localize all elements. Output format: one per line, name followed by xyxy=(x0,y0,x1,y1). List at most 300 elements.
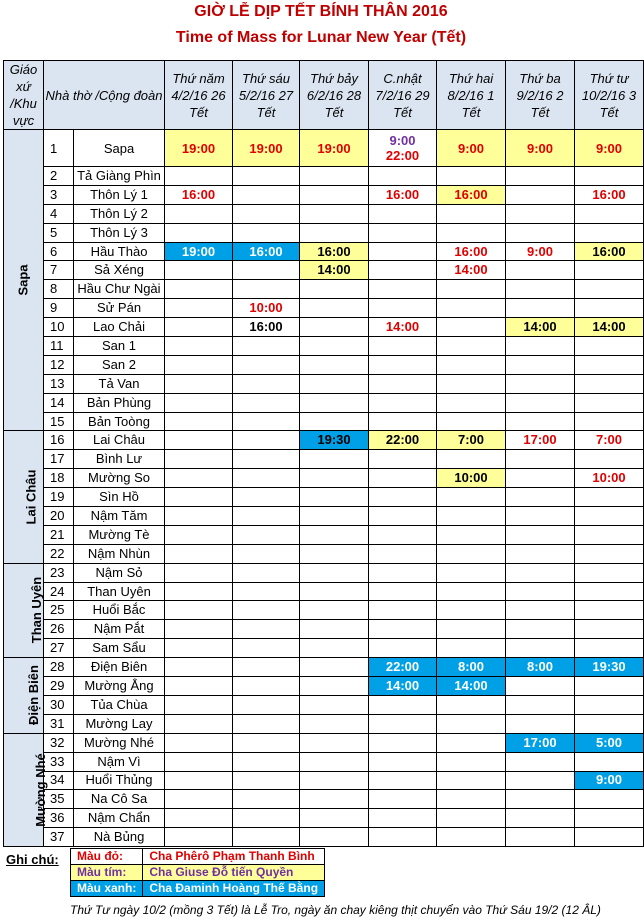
mass-time-cell xyxy=(575,544,644,563)
header-day: Thứ bảy 6/2/16 28 Tết xyxy=(300,61,369,130)
church-name: Mường Ẳng xyxy=(74,677,165,696)
mass-time-cell xyxy=(165,393,233,412)
mass-time-cell xyxy=(165,431,233,450)
row-number: 30 xyxy=(44,695,74,714)
mass-time-cell xyxy=(575,242,644,261)
table-row xyxy=(4,677,644,696)
mass-time-cell xyxy=(233,714,300,733)
mass-time: 8:00 xyxy=(526,659,554,675)
mass-time-cell xyxy=(575,771,644,790)
table-row xyxy=(4,337,644,356)
mass-time-cell xyxy=(437,601,506,620)
mass-time-cell xyxy=(233,393,300,412)
mass-time-cell xyxy=(575,677,644,696)
mass-time-cell xyxy=(233,563,300,582)
mass-time-cell xyxy=(165,507,233,526)
mass-time: 10:00 xyxy=(454,470,488,486)
mass-time-cell xyxy=(575,658,644,677)
mass-time-cell xyxy=(437,488,506,507)
mass-time-cell xyxy=(300,639,369,658)
row-number: 9 xyxy=(44,299,74,318)
header-day: Thứ sáu 5/2/16 27 Tết xyxy=(233,61,300,130)
mass-time-cell xyxy=(437,299,506,318)
mass-time-cell xyxy=(437,242,506,261)
table-row xyxy=(4,733,644,752)
mass-time-cell xyxy=(233,431,300,450)
mass-time-cell xyxy=(165,488,233,507)
mass-time-cell xyxy=(506,714,575,733)
mass-time: 19:00 xyxy=(181,243,216,259)
table-row xyxy=(4,582,644,601)
table-row xyxy=(4,280,644,299)
mass-time-cell xyxy=(437,620,506,639)
mass-time-cell xyxy=(165,318,233,337)
mass-time-cell xyxy=(233,601,300,620)
mass-time-cell xyxy=(300,714,369,733)
mass-time-cell xyxy=(437,639,506,658)
table-row xyxy=(4,752,644,771)
mass-time-cell xyxy=(165,790,233,809)
row-number: 6 xyxy=(44,242,74,261)
mass-time-cell xyxy=(437,204,506,223)
mass-time-cell xyxy=(506,620,575,639)
mass-time: 14:00 xyxy=(592,319,626,335)
mass-time-cell xyxy=(506,544,575,563)
mass-time-cell xyxy=(575,620,644,639)
table-row xyxy=(4,639,644,658)
church-name: Tả Van xyxy=(74,374,165,393)
mass-time: 9:00 xyxy=(526,243,554,259)
mass-time-cell xyxy=(233,809,300,828)
mass-time-cell xyxy=(300,658,369,677)
mass-time-cell xyxy=(233,544,300,563)
mass-time-cell xyxy=(233,299,300,318)
mass-time-cell xyxy=(233,469,300,488)
table-row xyxy=(4,412,644,431)
church-name: Nậm Sỏ xyxy=(74,563,165,582)
church-name: Nậm Nhùn xyxy=(74,544,165,563)
mass-time-cell xyxy=(233,525,300,544)
mass-time-cell xyxy=(575,318,644,337)
mass-time-cell xyxy=(506,450,575,469)
mass-time: 19:00 xyxy=(181,140,216,156)
region-cell xyxy=(4,658,44,734)
mass-time-cell xyxy=(165,658,233,677)
table-row xyxy=(4,601,644,620)
mass-time-cell xyxy=(300,204,369,223)
legend-key: Màu đỏ: xyxy=(71,849,143,865)
mass-time-cell xyxy=(506,658,575,677)
mass-time-cell xyxy=(233,752,300,771)
mass-time-cell xyxy=(369,790,437,809)
church-name: Nậm Pắt xyxy=(74,620,165,639)
mass-time-cell xyxy=(233,639,300,658)
mass-time-cell xyxy=(165,374,233,393)
mass-time-cell xyxy=(233,771,300,790)
mass-time-cell xyxy=(575,412,644,431)
mass-time-cell xyxy=(575,431,644,450)
mass-time-cell xyxy=(369,488,437,507)
legend-row xyxy=(71,849,325,865)
church-name: Bản Phùng xyxy=(74,393,165,412)
mass-time-cell xyxy=(575,204,644,223)
mass-time-cell xyxy=(300,450,369,469)
mass-time-cell xyxy=(165,130,233,167)
table-row xyxy=(4,299,644,318)
mass-time-cell xyxy=(300,242,369,261)
table-row xyxy=(4,355,644,374)
mass-time-cell xyxy=(300,601,369,620)
mass-time-cell xyxy=(300,544,369,563)
mass-time-cell xyxy=(165,261,233,280)
mass-time: 19:00 xyxy=(317,140,351,156)
mass-time-cell xyxy=(369,525,437,544)
row-number: 3 xyxy=(44,185,74,204)
mass-time-cell xyxy=(437,318,506,337)
mass-time: 8:00 xyxy=(457,659,485,675)
mass-time-cell xyxy=(165,242,233,261)
mass-time-cell xyxy=(437,167,506,186)
mass-time-cell xyxy=(437,412,506,431)
mass-time-cell xyxy=(233,355,300,374)
mass-time-cell xyxy=(506,790,575,809)
mass-time-cell xyxy=(575,261,644,280)
header-region: Giáo xứ /Khu vực xyxy=(4,61,44,130)
table-row xyxy=(4,393,644,412)
church-name: Sapa xyxy=(74,130,165,167)
mass-time-cell xyxy=(165,828,233,847)
mass-time-cell xyxy=(506,242,575,261)
region-name: Than Uyên xyxy=(29,577,45,644)
page-subtitle: Time of Mass for Lunar New Year (Tết) xyxy=(175,29,467,46)
mass-time-cell xyxy=(369,601,437,620)
mass-time-cell xyxy=(165,639,233,658)
mass-time-cell xyxy=(575,337,644,356)
mass-time-cell xyxy=(575,790,644,809)
mass-time-cell xyxy=(437,280,506,299)
mass-time-cell xyxy=(437,563,506,582)
schedule-body xyxy=(4,130,644,847)
mass-time-cell xyxy=(575,733,644,752)
row-number: 26 xyxy=(44,620,74,639)
mass-time-cell xyxy=(506,374,575,393)
header-day: Thứ năm 4/2/16 26 Tết xyxy=(165,61,233,130)
mass-time-cell xyxy=(506,507,575,526)
mass-time-cell xyxy=(369,374,437,393)
mass-time-cell xyxy=(575,299,644,318)
church-name: Nậm Tăm xyxy=(74,507,165,526)
mass-time-cell xyxy=(300,431,369,450)
mass-time-cell xyxy=(506,525,575,544)
mass-time-cell xyxy=(506,563,575,582)
mass-time-cell xyxy=(300,620,369,639)
mass-time-cell xyxy=(369,507,437,526)
header-day: C.nhật 7/2/16 29 Tết xyxy=(369,61,437,130)
mass-time-cell xyxy=(233,658,300,677)
mass-time-cell xyxy=(300,167,369,186)
mass-time-cell xyxy=(506,809,575,828)
table-row xyxy=(4,525,644,544)
row-number: 4 xyxy=(44,204,74,223)
mass-time-cell xyxy=(506,393,575,412)
mass-time: 16:00 xyxy=(317,243,351,259)
mass-time-cell xyxy=(300,337,369,356)
mass-time-cell xyxy=(506,185,575,204)
church-name: Nậm Vì xyxy=(74,752,165,771)
row-number: 27 xyxy=(44,639,74,658)
mass-time-cell xyxy=(300,582,369,601)
row-number: 32 xyxy=(44,733,74,752)
church-name: San 2 xyxy=(74,355,165,374)
mass-time-cell xyxy=(575,563,644,582)
mass-time-cell xyxy=(300,223,369,242)
mass-time-cell xyxy=(369,828,437,847)
mass-time-cell xyxy=(300,299,369,318)
region-cell xyxy=(4,733,48,846)
mass-time-cell xyxy=(165,771,233,790)
mass-time-cell xyxy=(233,261,300,280)
mass-time: 10:00 xyxy=(592,470,626,486)
table-row xyxy=(4,563,644,582)
mass-time-cell xyxy=(437,714,506,733)
mass-time-cell xyxy=(575,450,644,469)
row-number: 14 xyxy=(44,393,74,412)
footnote: Thứ Tư ngày 10/2 (mồng 3 Tết) là Lễ Tro, ngày ăn chay kiêng thịt chuyển vào Thứ Sáu 19/2 (12 ÂL) xyxy=(70,903,601,917)
mass-time-cell xyxy=(437,393,506,412)
row-number: 21 xyxy=(44,525,74,544)
mass-time: 19:30 xyxy=(592,659,626,675)
table-row xyxy=(4,809,644,828)
church-name: Mường Lay xyxy=(74,714,165,733)
table-row xyxy=(4,790,644,809)
mass-time-cell xyxy=(165,601,233,620)
mass-time-cell xyxy=(165,337,233,356)
church-name: Điện Biên xyxy=(74,658,165,677)
mass-time: 9:00 xyxy=(457,140,485,156)
mass-time-cell xyxy=(437,809,506,828)
mass-time-cell xyxy=(575,488,644,507)
mass-time: 14:00 xyxy=(523,319,557,335)
mass-time-cell xyxy=(506,130,575,167)
mass-time-cell xyxy=(233,488,300,507)
mass-time-cell xyxy=(369,544,437,563)
mass-time: 10:00 xyxy=(249,300,283,316)
mass-time-cell xyxy=(575,582,644,601)
row-number: 8 xyxy=(44,280,74,299)
mass-time-cell xyxy=(233,620,300,639)
row-number: 22 xyxy=(44,544,74,563)
row-number: 19 xyxy=(44,488,74,507)
church-name: Nậm Chẩn xyxy=(74,809,165,828)
mass-time-cell xyxy=(575,280,644,299)
mass-time-cell xyxy=(165,809,233,828)
row-number: 36 xyxy=(44,809,74,828)
table-row xyxy=(4,658,644,677)
mass-time-cell xyxy=(506,582,575,601)
mass-time-cell xyxy=(575,185,644,204)
mass-time-cell xyxy=(300,563,369,582)
mass-time-cell xyxy=(300,507,369,526)
table-row xyxy=(4,261,644,280)
row-number: 31 xyxy=(44,714,74,733)
mass-time-cell xyxy=(233,828,300,847)
church-name: Sìn Hồ xyxy=(74,488,165,507)
mass-time: 14:00 xyxy=(454,677,488,693)
mass-time: 9:00 xyxy=(389,133,416,148)
mass-time-cell xyxy=(506,677,575,696)
legend-value: Cha Phêrô Phạm Thanh Bình xyxy=(143,849,325,865)
table-row xyxy=(4,185,644,204)
church-name: Mường Nhé xyxy=(74,733,165,752)
mass-time-cell xyxy=(437,355,506,374)
mass-time-cell xyxy=(369,280,437,299)
mass-time-cell xyxy=(437,185,506,204)
mass-time: 5:00 xyxy=(595,734,623,750)
mass-time-cell xyxy=(506,337,575,356)
mass-time-cell xyxy=(233,130,300,167)
row-number: 17 xyxy=(44,450,74,469)
mass-time-cell xyxy=(369,771,437,790)
row-number: 28 xyxy=(44,658,74,677)
mass-time-cell xyxy=(300,393,369,412)
legend-key: Màu tím: xyxy=(71,865,143,881)
mass-time-cell xyxy=(437,469,506,488)
mass-time-cell xyxy=(506,752,575,771)
mass-time-cell xyxy=(437,261,506,280)
mass-time-cell xyxy=(437,450,506,469)
mass-time-cell xyxy=(437,771,506,790)
header-day: Thứ hai 8/2/16 1 Tết xyxy=(437,61,506,130)
mass-time-cell xyxy=(506,488,575,507)
mass-time-cell xyxy=(233,185,300,204)
mass-time-cell xyxy=(437,525,506,544)
table-row xyxy=(4,374,644,393)
mass-time: 7:00 xyxy=(595,432,623,448)
mass-time-cell xyxy=(575,130,644,167)
mass-time-cell xyxy=(300,355,369,374)
mass-time-cell xyxy=(300,828,369,847)
mass-time-cell xyxy=(506,299,575,318)
mass-time-cell xyxy=(575,355,644,374)
mass-time-cell xyxy=(165,620,233,639)
row-number: 2 xyxy=(44,167,74,186)
table-row xyxy=(4,469,644,488)
mass-time-cell xyxy=(506,318,575,337)
row-number: 24 xyxy=(44,582,74,601)
mass-time: 17:00 xyxy=(523,432,557,448)
church-name: Thôn Lý 1 xyxy=(74,185,165,204)
mass-time: 22:00 xyxy=(385,659,420,675)
mass-time-cell xyxy=(233,318,300,337)
mass-time-cell xyxy=(369,695,437,714)
church-name: Nà Bủng xyxy=(74,828,165,847)
mass-time-cell xyxy=(369,620,437,639)
church-name: Bình Lư xyxy=(74,450,165,469)
mass-time-cell xyxy=(369,261,437,280)
mass-time-cell xyxy=(300,733,369,752)
table-row xyxy=(4,242,644,261)
row-number: 25 xyxy=(44,601,74,620)
mass-time-cell xyxy=(437,223,506,242)
mass-time-cell xyxy=(165,563,233,582)
mass-time-cell xyxy=(369,752,437,771)
mass-time: 22:00 xyxy=(385,148,420,163)
mass-time-cell xyxy=(369,450,437,469)
row-number: 18 xyxy=(44,469,74,488)
church-name: Huổi Bắc xyxy=(74,601,165,620)
mass-time-cell xyxy=(300,469,369,488)
mass-time-cell xyxy=(369,677,437,696)
mass-time-cell xyxy=(369,563,437,582)
mass-time-cell xyxy=(369,658,437,677)
mass-time-cell xyxy=(369,242,437,261)
mass-schedule-table xyxy=(3,60,644,847)
church-name: Na Cô Sa xyxy=(74,790,165,809)
mass-time-cell xyxy=(369,130,437,167)
mass-time: 14:00 xyxy=(385,677,420,693)
mass-time-cell xyxy=(575,223,644,242)
mass-time-cell xyxy=(165,185,233,204)
mass-time-cell xyxy=(369,714,437,733)
table-row xyxy=(4,714,644,733)
mass-time-cell xyxy=(165,223,233,242)
church-name: San 1 xyxy=(74,337,165,356)
mass-time-cell xyxy=(369,431,437,450)
mass-time-cell xyxy=(575,639,644,658)
row-number: 29 xyxy=(44,677,74,696)
table-header-row xyxy=(4,61,644,130)
mass-time: 9:00 xyxy=(595,140,623,156)
mass-time: 17:00 xyxy=(523,734,557,750)
row-number: 37 xyxy=(44,828,74,847)
mass-time-cell xyxy=(300,809,369,828)
header-day: Thứ ba 9/2/16 2 Tết xyxy=(506,61,575,130)
church-name: Thôn Lý 3 xyxy=(74,223,165,242)
mass-time: 14:00 xyxy=(317,262,351,278)
mass-time-cell xyxy=(233,450,300,469)
mass-time-cell xyxy=(300,318,369,337)
mass-time: 7:00 xyxy=(457,432,485,448)
row-number: 12 xyxy=(44,355,74,374)
church-name: Than Uyên xyxy=(74,582,165,601)
mass-time-cell xyxy=(575,393,644,412)
row-number: 33 xyxy=(44,752,74,771)
mass-time-cell xyxy=(165,582,233,601)
mass-time-cell xyxy=(165,167,233,186)
mass-time-cell xyxy=(506,204,575,223)
church-name: Huổi Thủng xyxy=(74,771,165,790)
row-number: 1 xyxy=(44,130,74,167)
mass-time-cell xyxy=(437,582,506,601)
region-cell xyxy=(4,130,44,431)
church-name: Hầu Chư Ngài xyxy=(74,280,165,299)
mass-time-cell xyxy=(437,507,506,526)
notes-label: Ghi chú: xyxy=(6,852,59,867)
mass-time: 19:00 xyxy=(249,140,283,156)
table-row xyxy=(4,544,644,563)
mass-time-cell xyxy=(165,450,233,469)
row-number: 34 xyxy=(44,771,74,790)
mass-time: 19:30 xyxy=(317,432,351,448)
church-name: Tả Giàng Phìn xyxy=(74,167,165,186)
mass-time-cell xyxy=(437,658,506,677)
mass-time-cell xyxy=(165,733,233,752)
church-name: Sam Sẩu xyxy=(74,639,165,658)
mass-time-cell xyxy=(300,130,369,167)
table-row xyxy=(4,620,644,639)
mass-time-cell xyxy=(300,695,369,714)
mass-time-cell xyxy=(233,204,300,223)
